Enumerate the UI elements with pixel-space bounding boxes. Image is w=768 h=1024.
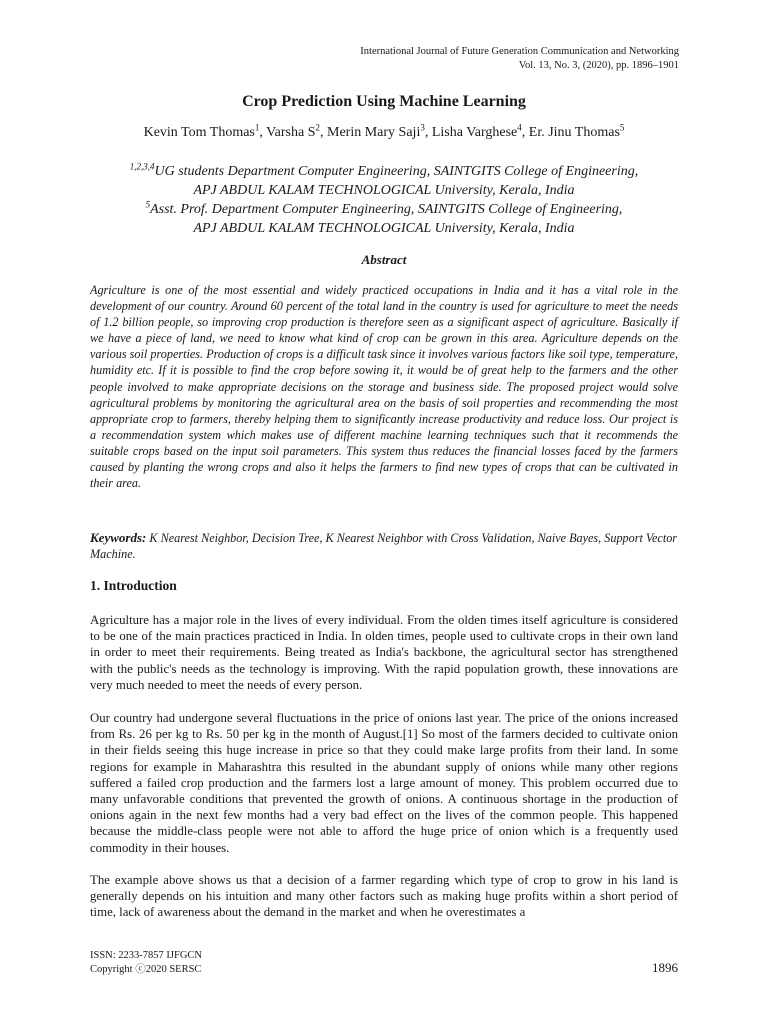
author-sup: 4 [517,122,522,133]
author-separator: , [320,125,328,140]
author-separator: , [424,125,432,140]
body-paragraph: The example above shows us that a decision of a farmer regarding which type of crop to grow in his land is generally depends on his intuition and many other factors such as making huge profits within a short period of time, lack of awareness about the demand in the market and when he overestimates a [90,873,678,920]
keywords-label: Keywords: [90,530,147,545]
body-paragraph: Our country had undergone several fluctuations in the price of onions last year. The price of the onions increased from Rs. 26 per kg to Rs. 50 per kg in the month of August.[1] So most of the farmers decided to cultivate onion in their fields seeing this huge increase in price so that they could make large profits from their land. In some regions for example in Maharashtra this resulted in the abundant supply of onions while many other regions suffered a failed crop production and the farmers lost a large amount of money. This problem occurred due to many unfavorable conditions that prevented the growth of onions. A continuous shortage in the production of onions again in the next few months had a very bad effect on the lives of the common people. This happened because the middle-class people were not able to afford the huge price of onion which is a frequently used commodity in their houses. [90,711,678,855]
abstract-heading: Abstract [361,252,407,267]
author-separator: , [521,125,529,140]
section-heading: 1. Introduction [90,578,177,593]
author-sup: 3 [420,122,425,133]
affiliation-line: UG students Department Computer Engineering, SAINTGITS College of Engineering, [154,164,639,179]
body-paragraph: Agriculture has a major role in the lives of every individual. From the olden times itself agriculture is considered to be one of the main practices practiced in India. In olden times, people used to cultivate crops in their own land in order to meet their requirements. Being treated as India's backbone, the agricultural sector has strengthened with the public's needs as the technology is improving. With the rapid population growth, these innovations are very much needed to meet the needs of every person. [90,613,678,692]
author: Kevin Tom Thomas [143,125,255,140]
journal-name: International Journal of Future Generation Communication and Networking [360,46,679,57]
copyright: Copyright ⓒ2020 SERSC [90,964,202,975]
author-list [0,122,768,141]
keywords-text: K Nearest Neighbor, Decision Tree, K Nearest Neighbor with Cross Validation, Naive Bayes, Support Vector Machine. [90,531,678,562]
journal-header [360,45,679,73]
issn: ISSN: 2233-7857 IJFGCN [90,950,203,961]
author-sup: 1 [254,122,260,133]
affiliation-line: APJ ABDUL KALAM TECHNOLOGICAL University, Kerala, India [193,221,575,236]
page-number: 1896 [652,960,678,975]
keywords [90,530,678,563]
author-sup: 5 [619,122,625,133]
affiliation-sup: 5 [145,199,151,210]
affiliation-sup: 1,2,3,4 [129,161,155,172]
author: Er. Jinu Thomas [528,125,620,140]
affiliation-line: APJ ABDUL KALAM TECHNOLOGICAL University, Kerala, India [193,183,575,198]
author-sup: 2 [315,122,321,133]
author: Lisha Varghese [431,125,518,140]
footer-info [90,949,202,977]
journal-volume: Vol. 13, No. 3, (2020), pp. 1896–1901 [518,60,679,71]
author: Varsha S [266,125,316,140]
affiliation-line: Asst. Prof. Department Computer Engineering, SAINTGITS College of Engineering, [150,202,623,217]
paper-title: Crop Prediction Using Machine Learning [242,93,526,110]
author-separator: , [259,125,267,140]
affiliation [0,162,768,200]
affiliation [0,200,768,238]
abstract-text: Agriculture is one of the most essential and widely practiced occupations in India and it has a vital role in the development of our country. Around 60 percent of the total land in the country is used for agriculture to meet the needs of 1.2 billion people, so improving crop production is therefore seen as a significant aspect of agriculture. Basically if we have a piece of land, we need to know what kind of crop can be grown in this area. Agriculture depends on the various soil properties. Production of crops is a difficult task since it involves various factors like soil type, temperature, humidity etc. If it is possible to find the crop before sowing it, it would be of great help to the farmers and the other people involved to make appropriate decisions on the storage and business side. The proposed project would solve agricultural problems by monitoring the agricultural area on the basis of soil properties and recommending the most appropriate crop to farmers, thereby helping them to significantly increase productivity and reduce loss. Our project is a recommendation system which makes use of different machine learning techniques such that it recommends the suitable crops based on the input soil parameters. This system thus reduces the financial losses faced by the farmers caused by planting the wrong crops and also it helps the farmers to find new types of crops that can be cultivated in their area. [90,283,678,491]
author: Merin Mary Saji [327,125,421,140]
